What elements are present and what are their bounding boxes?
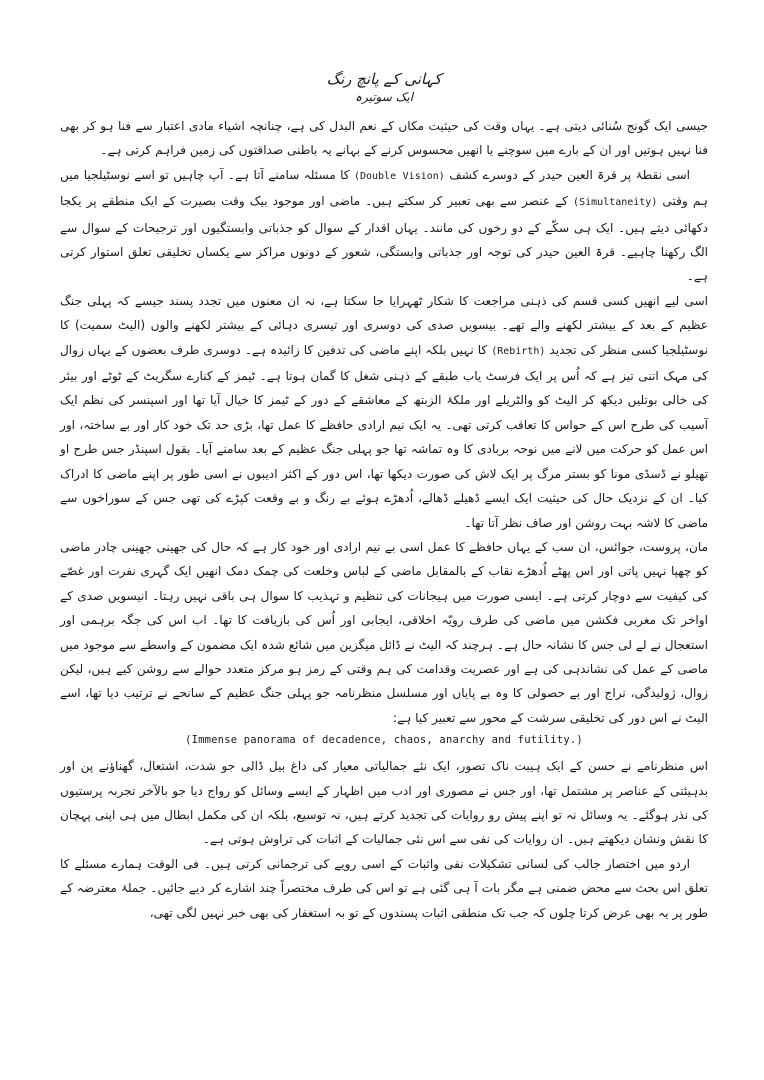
paragraph bbox=[60, 163, 708, 289]
english-term: (Simultaneity) bbox=[573, 197, 658, 209]
paragraph-text: اردو میں اختصار جالب کی لسانی تشکیلات نفی واثبات کے اسی رویے کی ترجمانی کرتی ہیں۔ فی الوقت ہمارے مسئلے کا تعلق اس بحث سے محض ضمنی ہے مگر بات آ ہی گئی ہے تو اس کی طرف مختصراً چند اشارے کر دیے جائیں۔ جملۂ معترضہ کے طور پر یہ بھی عرض کرتا چلوں کہ جب تک منطقی اثبات پسندوں کے تو بہ استغفار کی بھی خبر نہیں لگی تھی، bbox=[60, 856, 708, 920]
paragraph-text: اس منظرنامے نے حسن کے ایک ہیبت ناک تصور، ایک نئے جمالیاتی معیار کی داغ بیل ڈالی جو شدت، اشتعال، گھناؤنے پن اور بدہیئتی کے عناصر پر مشتمل تھا، اور جس نے مصوری اور ادب میں اظہار کے ایسے وسائل کو رواج دیا جو بالآخر تجربہ پرستیوں کی نذر ہوگئے۔ یہ وسائل نہ تو اپنے پیش رو روایات کی تجدید کرتے ہیں، نہ توسیع، بلکہ ان کی مکمل ابطال میں ہی اپنی پہچان کا نقش ونشان دیکھتے ہیں۔ ان روایات کی نفی سے اس نئی جمالیات کے اثبات کی تراوش ہوتی ہے۔ bbox=[60, 759, 708, 847]
paragraph bbox=[60, 535, 708, 730]
page-title: کہانی کے پانچ رنگ bbox=[326, 70, 442, 88]
paragraph-text: کا مسئلہ سامنے آتا ہے۔ آپ چاہیں تو اسے نوسٹیلجیا میں ہم وقتی bbox=[60, 167, 708, 209]
paragraph-text: کا نہیں بلکہ اپنے ماضی کی تدفین کا زائیدہ ہے۔ دوسری طرف بعضوں کے یہاں زوال کی مہک اتنی تیز ہے کہ اُس پر ایک فرسٹ یاب طبقے کے ذہنی شغل کا گمان ہوتا ہے۔ ٹیمز کے کنارے سگریٹ کے ٹوٹے اور بیئر کی خالی بوتلیں دیکھ کر الیٹ کو والٹریلے اور ملکۂ الزبتھ کے معاشقے کے دور کے ٹیمز کا خیال آیا تھا اور اسپنسر کی نظم ایک آسیب کی طرح اس کے حواس کا تعاقب کرتی تھی۔ یہ ایک نیم ارادی حافظے کا عمل تھا، بڑی حد تک خود کار اور بے ساختہ، اور اس عمل کو حرکت میں لانے میں نوحہ بربادی کا وہ تماشہ تھا جو پہلی جنگ عظیم کے بعد سامنے آیا۔ بقول اسپنڈر جس طرح او تھیلو نے ڈسڈی مونا کو بستر مرگ پر ایک لاش کی صورت دیکھا تھا، اس دور کے اکثر ادیبوں نے اسی طور پر اپنے ماضی کا ادراک کیا۔ ان کے نزدیک حال کی حیثیت ایک ایسے ڈھیلے ڈھالے، اُدھڑے ہوئے بے رنگ و بے وقعت کپڑے کی تھی جس کے سوراخوں سے ماضی کا لاشہ بہت روشن اور صاف نظر آتا تھا۔ bbox=[60, 342, 708, 530]
paragraph bbox=[60, 114, 708, 163]
paragraph bbox=[60, 289, 708, 535]
english-term: (Double Vision) bbox=[353, 170, 445, 182]
paragraph-text: جیسی ایک گونج سُنائی دیتی ہے۔ یہاں وقت کی حیثیت مکاں کے نعم البدل کی ہے، چنانچہ اشیاء مادی اعتبار سے فنا ہو کر بھی فنا نہیں ہوتیں اور ان کے بارے میں سوچنے یا انھیں محسوس کرنے کے بہانے یہ باطنی صداقتوں کی زمین فراہم کرتی ہے۔ bbox=[60, 119, 708, 158]
paragraph-text: مان، پروست، جوائس، ان سب کے یہاں حافظے کا عمل اسی بے نیم ارادی اور خود کار ہے کہ حال کی جھینی جھینی چادر ماضی کو چھپا نہیں پاتی اور اس پھٹے اُدھڑے نقاب کے بالمقابل ماضی کے لباس وخلعت کی چمک دمک انھیں ایک گہری نفرت اور غصّے کی کیفیت سے دوچار کرتی ہے۔ ایسی صورت میں ہیجانات کی تنظیم و تہذیب کا سوال ہی باقی نہیں رہتا۔ انیسویں صدی کے اواخر تک مغربی فکشن میں ماضی کی طرف رویّہ اخلاقی، ایجابی اور اُس کی بازیافت کا تھا۔ اب اس کی جگہ برہمی اور استعجال نے لے لی جس کا نشانہ حال ہے۔ ہرچند کہ الیٹ نے ڈائل میگزین میں شائع شدہ ایک مضمون کے واسطے سے موجود میں ماضی کے عمل کی نشاندہی کی ہے اور عصریت وقدامت کی ہم وقتی کے رمز ہو مرکز متعدد حوالے سے روشن کیے ہیں، لیکن زوال، ژولیدگی، نراج اور بے حصولی کا وہ بے پایاں اور مسلسل منظرنامہ جو پہلی جنگ عظیم کے سانحے نے ترتیب دیا تھا، اسے الیٹ نے اس دور کی تخلیقی سرشت کے محور سے تعبیر کیا ہے: bbox=[60, 539, 708, 725]
paragraph-text: اسی لیے انھیں کسی قسم کی ذہنی مراجعت کا شکار ٹھہرایا جا سکتا ہے، نہ ان معنوں میں تجدد پسند جیسے کہ پہلی جنگ عظیم کے بعد کے بیشتر لکھنے والے تھے۔ بیسویں صدی کی دوسری اور تیسری دہائی کے بیشتر لکھنے والوں bbox=[60, 293, 708, 333]
english-quote: (Immense panorama of decadence, chaos, anarchy and futility.) bbox=[185, 734, 583, 747]
inline-note: (الیٹ سمیت) bbox=[74, 318, 146, 333]
paragraph bbox=[60, 754, 708, 852]
page-subtitle: ایک سوتیرہ bbox=[354, 90, 414, 104]
paragraph-text: کے عنصر سے بھی تعبیر کر سکتے ہیں۔ ماضی اور موجود بیک وقت بصیرت کے ایک منطقے پر یکجا دکھائی دیتے ہیں۔ ایک ہی سکّے کے دو رخوں کی مانند۔ یہاں اقدار کے سوال کو جذباتی وابستگیوں اور ترجیحات کے سوال سے الگ رکھنا چاہیے۔ قرۃ العین حیدر کی توجہ اور جذباتی وابستگی، شعور کے دونوں مراکز سے یکساں تخلیقی تعلق استوار کرتی ہے۔ bbox=[60, 194, 708, 284]
english-term: (Rebirth) bbox=[491, 345, 546, 357]
paragraph bbox=[60, 852, 708, 925]
paragraph-text: کا نوسٹیلجیا کسی منظر کی تجدید bbox=[60, 318, 708, 357]
paragraph-text: اسی نقطۂ پر قرۃ العین حیدر کے دوسرے کشف bbox=[449, 167, 690, 182]
